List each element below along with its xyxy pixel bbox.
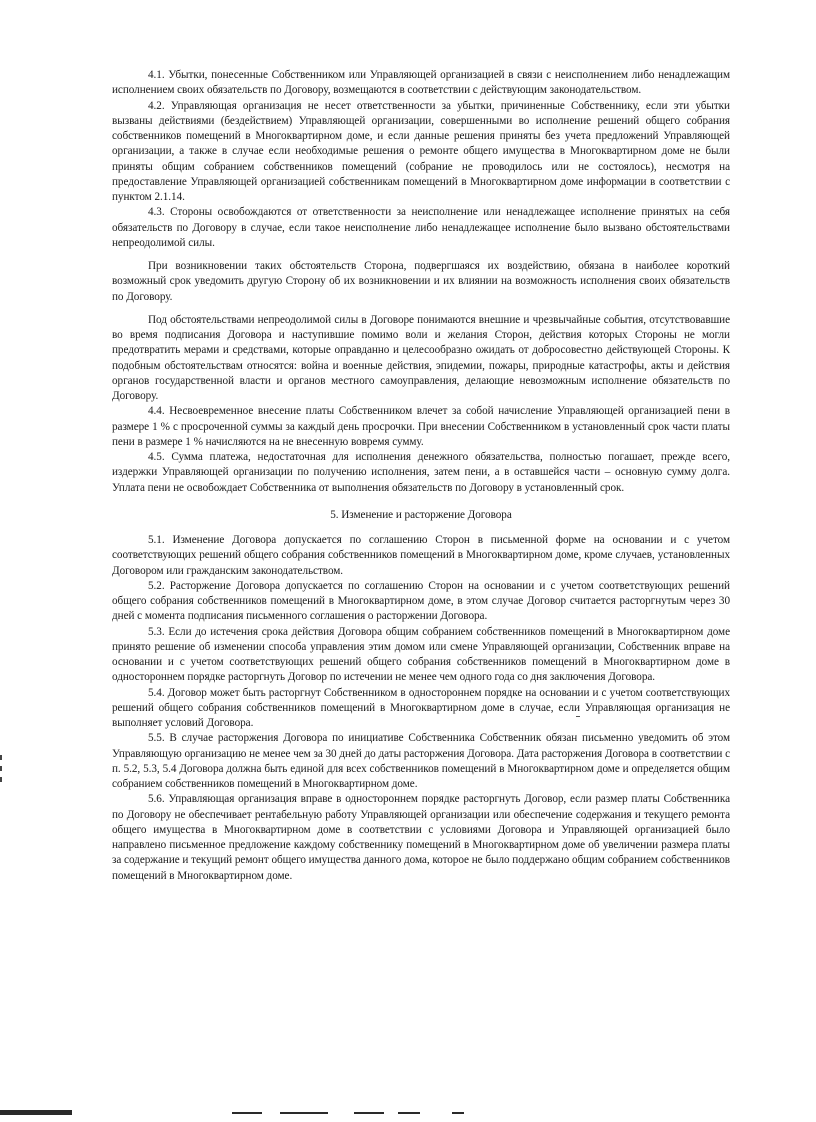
document-page (112, 68, 730, 884)
paragraph-4-3: 4.3. Стороны освобождаются от ответственности за неисполнение или ненадлежащее исполнение принятых на себя обязательств по Договору в случае, если такое неисполнение либо ненадлежащее исполнение было вызвано обстоятельствами непреодолимой силы. (112, 206, 730, 249)
scan-bottom-dash (452, 1112, 464, 1114)
paragraph-5-6: 5.6. Управляющая организация вправе в одностороннем порядке расторгнуть Договор, если размер платы Собственника по Договору не обеспечивает рентабельную работу Управляющей организации или обеспечение содержания и текущего ремонта общего имущества в Многоквартирном доме в соответствии с условиями Договора и Управляющей организацией было направлено письменное предложение каждому собственнику помещений в Многоквартирном доме об увеличении размера платы за содержание и текущий ремонт общего имущества данного дома, которое не было поддержано общим собранием собственников помещений в Многоквартирном доме. (112, 793, 730, 882)
scan-bottom-dash (232, 1112, 262, 1114)
scan-edge-mark (0, 777, 2, 782)
paragraph-4-4: 4.4. Несвоевременное внесение платы Собственником влечет за собой начисление Управляющей организацией пени в размере 1 % с просроченной суммы за каждый день просрочки. При внесении Собственником в установленный срок части платы пени в размере 1 % начисляются на не внесенную вовремя сумму. (112, 405, 730, 448)
scan-edge-mark (0, 755, 2, 760)
paragraph-5-1: 5.1. Изменение Договора допускается по соглашению Сторон в письменной форме на основании и с учетом соответствующих решений общего собрания собственников помещений в Многоквартирном доме, кроме случаев, установленных Договором или гражданским законодательством. (112, 534, 730, 577)
paragraph-4-5: 4.5. Сумма платежа, недостаточная для исполнения денежного обязательства, полностью погашает, прежде всего, издержки Управляющей организации по получению исполнения, затем пени, а в оставшейся части – основную сумму долга. Уплата пени не освобождает Собственника от выполнения обязательств по Договору в установленный срок. (112, 451, 730, 494)
scan-bottom-dash (398, 1112, 420, 1114)
paragraph-5-4: 5.4. Договор может быть расторгнут Собственником в одностороннем порядке на основании и с учетом соответствующих решений общего собрания собственников помещений в Многоквартирном доме в случае, если Управляющая организация не выполняет условий Договора. (112, 686, 730, 729)
scan-bottom-bar (0, 1110, 72, 1115)
paragraph-4-1: 4.1. Убытки, понесенные Собственником или Управляющей организацией в связи с неисполнением либо ненадлежащим исполнением своих обязательств по Договору, возмещаются в соответствии с действующим законодательством. (112, 69, 730, 97)
paragraph-5-2: 5.2. Расторжение Договора допускается по соглашению Сторон на основании и с учетом соответствующих решений общего собрания собственников помещений в Многоквартирном доме, в этом случае Договор считается расторгнутым через 30 дней с момента подписания письменного соглашения о расторжении Договора. (112, 579, 730, 623)
scan-edge-marks (0, 755, 3, 788)
spacer (112, 251, 730, 259)
paragraph-force-majeure-definition: Под обстоятельствами непреодолимой силы в Договоре понимаются внешние и чрезвычайные события, отсутствовавшие во время подписания Договора и наступившие помимо воли и желания Сторон, действия которых Стороны не могли предотвратить мерами и средствами, которые оправданно и целесообразно ожидать от добросовестно действующей Стороны. К подобным обстоятельствам относятся: война и военные действия, эпидемии, пожары, природные катастрофы, акты и действия органов государственной власти и органов местного самоуправления, делающие невозможным исполнение обязательств по Договору. (112, 313, 730, 402)
scan-speck (576, 716, 580, 717)
paragraph-4-2: 4.2. Управляющая организация не несет ответственности за убытки, причиненные Собственнику, если эти убытки вызваны действиями (бездействием) Управляющей организации, совершенными во исполнение решений общего собрания собственников помещений в Многоквартирном доме, и если данные решения приняты без учета предложений Управляющей организации, а также в случае если необходимые решения о ремонте общего имущества в Многоквартирном доме не были приняты общим собранием собственников помещений (собрание не проводилось или не состоялось), несмотря на предоставление Управляющей организацией собственникам помещений в Многоквартирном доме информации в соответствии с пунктом 2.1.14. (112, 99, 730, 203)
section-heading: 5. Изменение и расторжение Договора (330, 508, 512, 521)
scan-bottom-dash (354, 1112, 384, 1114)
paragraph-force-majeure-notice: При возникновении таких обстоятельств Сторона, подвергшаяся их воздействию, обязана в наиболее короткий возможный срок уведомить другую Сторону об их возникновении и их влиянии на возможность исполнения своих обязательств по Договору. (112, 260, 730, 303)
scan-bottom-dash (280, 1112, 328, 1114)
paragraph-5-5: 5.5. В случае расторжения Договора по инициативе Собственника Собственник обязан письменно уведомить об этом Управляющую организацию не менее чем за 30 дней до даты расторжения Договора. Дата расторжения Договора в соответствии с п. 5.2, 5.3, 5.4 Договора должна быть единой для всех собственников помещений в Многоквартирном доме и определяется общим собранием собственников помещений в Многоквартирном доме. (112, 732, 730, 790)
spacer (112, 305, 730, 313)
paragraph-5-3: 5.3. Если до истечения срока действия Договора общим собранием собственников помещений в Многоквартирном доме принято решение об изменении способа управления этим домом или смене Управляющей организации, Собственник вправе на основании и с учетом соответствующих решений общего собрания собственников помещений в Многоквартирном доме в одностороннем порядке расторгнуть Договор по истечении не менее чем одного года со дня заключения Договора. (112, 625, 730, 684)
scan-edge-mark (0, 766, 2, 771)
